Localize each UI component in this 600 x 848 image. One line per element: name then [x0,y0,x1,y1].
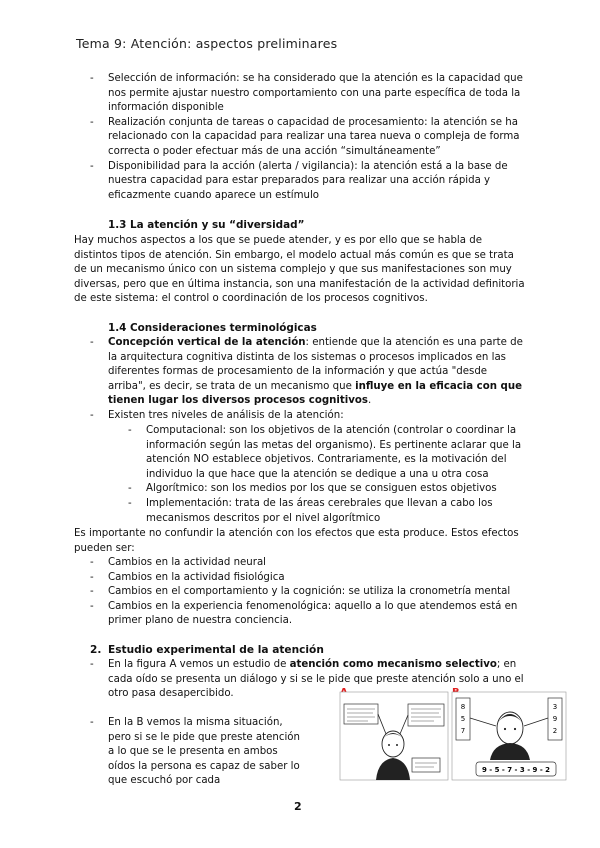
left-ear-digit: 5 [460,715,466,723]
dichotic-listening-figure [338,690,568,784]
list-item: - Implementación: trata de las áreas cerebrales que llevan a cabo los mecanismos descritos por el nivel algorítmico [128,497,493,524]
list-item: - Cambios en la experiencia fenomenológica: aquello a lo que atendemos está en primer plano de nuestra conciencia. [90,600,518,627]
section-2-item-b: - En la B vemos la misma situación, pero si se le pide que preste atención a lo que se le presenta en ambos oídos la persona es capaz de saber lo que escuchó por cada [90,717,300,787]
left-ear-digit: 7 [460,727,466,735]
list-item: - Disponibilidad para la acción (alerta / vigilancia): la atención está a la base de nuestra capacidad para estar preparados para realizar una acción rápida y eficazmente cuando aparece un estímulo [90,160,508,201]
intro-bullet-list [90,72,526,203]
section-2-item-a: - En la figura A vemos un estudio de atención como mecanismo selectivo; en cada oído se presenta un diálogo y si se le pide que preste atención solo a uno el otro pasa desapercibido. [90,659,524,700]
right-ear-digit: 3 [552,703,558,711]
left-ear-digit: 8 [460,703,466,711]
list-item: - Cambios en la actividad neural [90,557,267,568]
section-2-heading: 2. Estudio experimental de la atención [90,644,324,656]
list-item: - Cambios en la actividad fisiológica [90,571,285,583]
list-item-levels: - Existen tres niveles de análisis de la atención: [90,409,344,421]
list-item: - Cambios en el comportamiento y la cognición: se utiliza la cronometría mental [90,586,511,598]
section-1-3-heading: 1.3 La atención y su “diversidad” [108,219,305,231]
right-ear-digit: 9 [552,715,558,723]
recalled-sequence: 9 - 5 - 7 - 3 - 9 - 2 [481,766,551,774]
page-number: 2 [294,800,302,813]
levels-sublist [128,424,526,526]
list-item: - Selección de información: se ha considerado que la atención es la capacidad que nos permite ajustar nuestro comportamiento con una parte específica de toda la información disponible [90,73,523,114]
page-header-title: Tema 9: Atención: aspectos preliminares [76,36,338,51]
terminology-list [90,336,528,424]
panel-a [340,692,448,780]
effects-list [90,556,528,629]
list-item: - Computacional: son los objetivos de la atención (controlar o coordinar la información según las metas del organismo). Es pertinente aclarar que la atención NO establece objetivos. Contrariamente, es la motivación del individuo la que hace que la atención se dedique a una u otra cosa [128,425,522,480]
list-item: - Algorítmico: son los medios por los que se consiguen estos objetivos [128,483,497,495]
section-1-4-heading: 1.4 Consideraciones terminológicas [108,322,317,334]
right-ear-digit: 2 [552,727,558,735]
list-item-vertical-conception: - Concepción vertical de la atención: entiende que la atención es una parte de la arquitectura cognitiva distinta de los sistemas o procesos implicados en las diferentes formas de procesamiento de la información y que actúa "desde arriba", es decir, se trata de un mecanismo que influye en la eficacia con que tienen lugar los diversos procesos cognitivos. [90,337,523,407]
panel-b [452,692,566,780]
effects-intro-paragraph: Es importante no confundir la atención con los efectos que esta produce. Estos efectos pueden ser: [74,528,519,554]
section-1-3-paragraph: Hay muchos aspectos a los que se puede atender, y es por ello que se habla de distintos tipos de atención. Sin embargo, el modelo actual más común es que se trata de un mecanismo único con un sistema complejo y que sus manifestaciones son muy diversas, pero que en última instancia, son una manifestación de la actividad definitoria de este sistema: el control o coordinación de los procesos cognitivos. [74,235,525,305]
list-item: - Realización conjunta de tareas o capacidad de procesamiento: la atención se ha relacionado con la capacidad para realizar una tarea nueva o compleja de forma correcta o poder efectuar más de una acción “simultáneamente” [90,116,520,157]
